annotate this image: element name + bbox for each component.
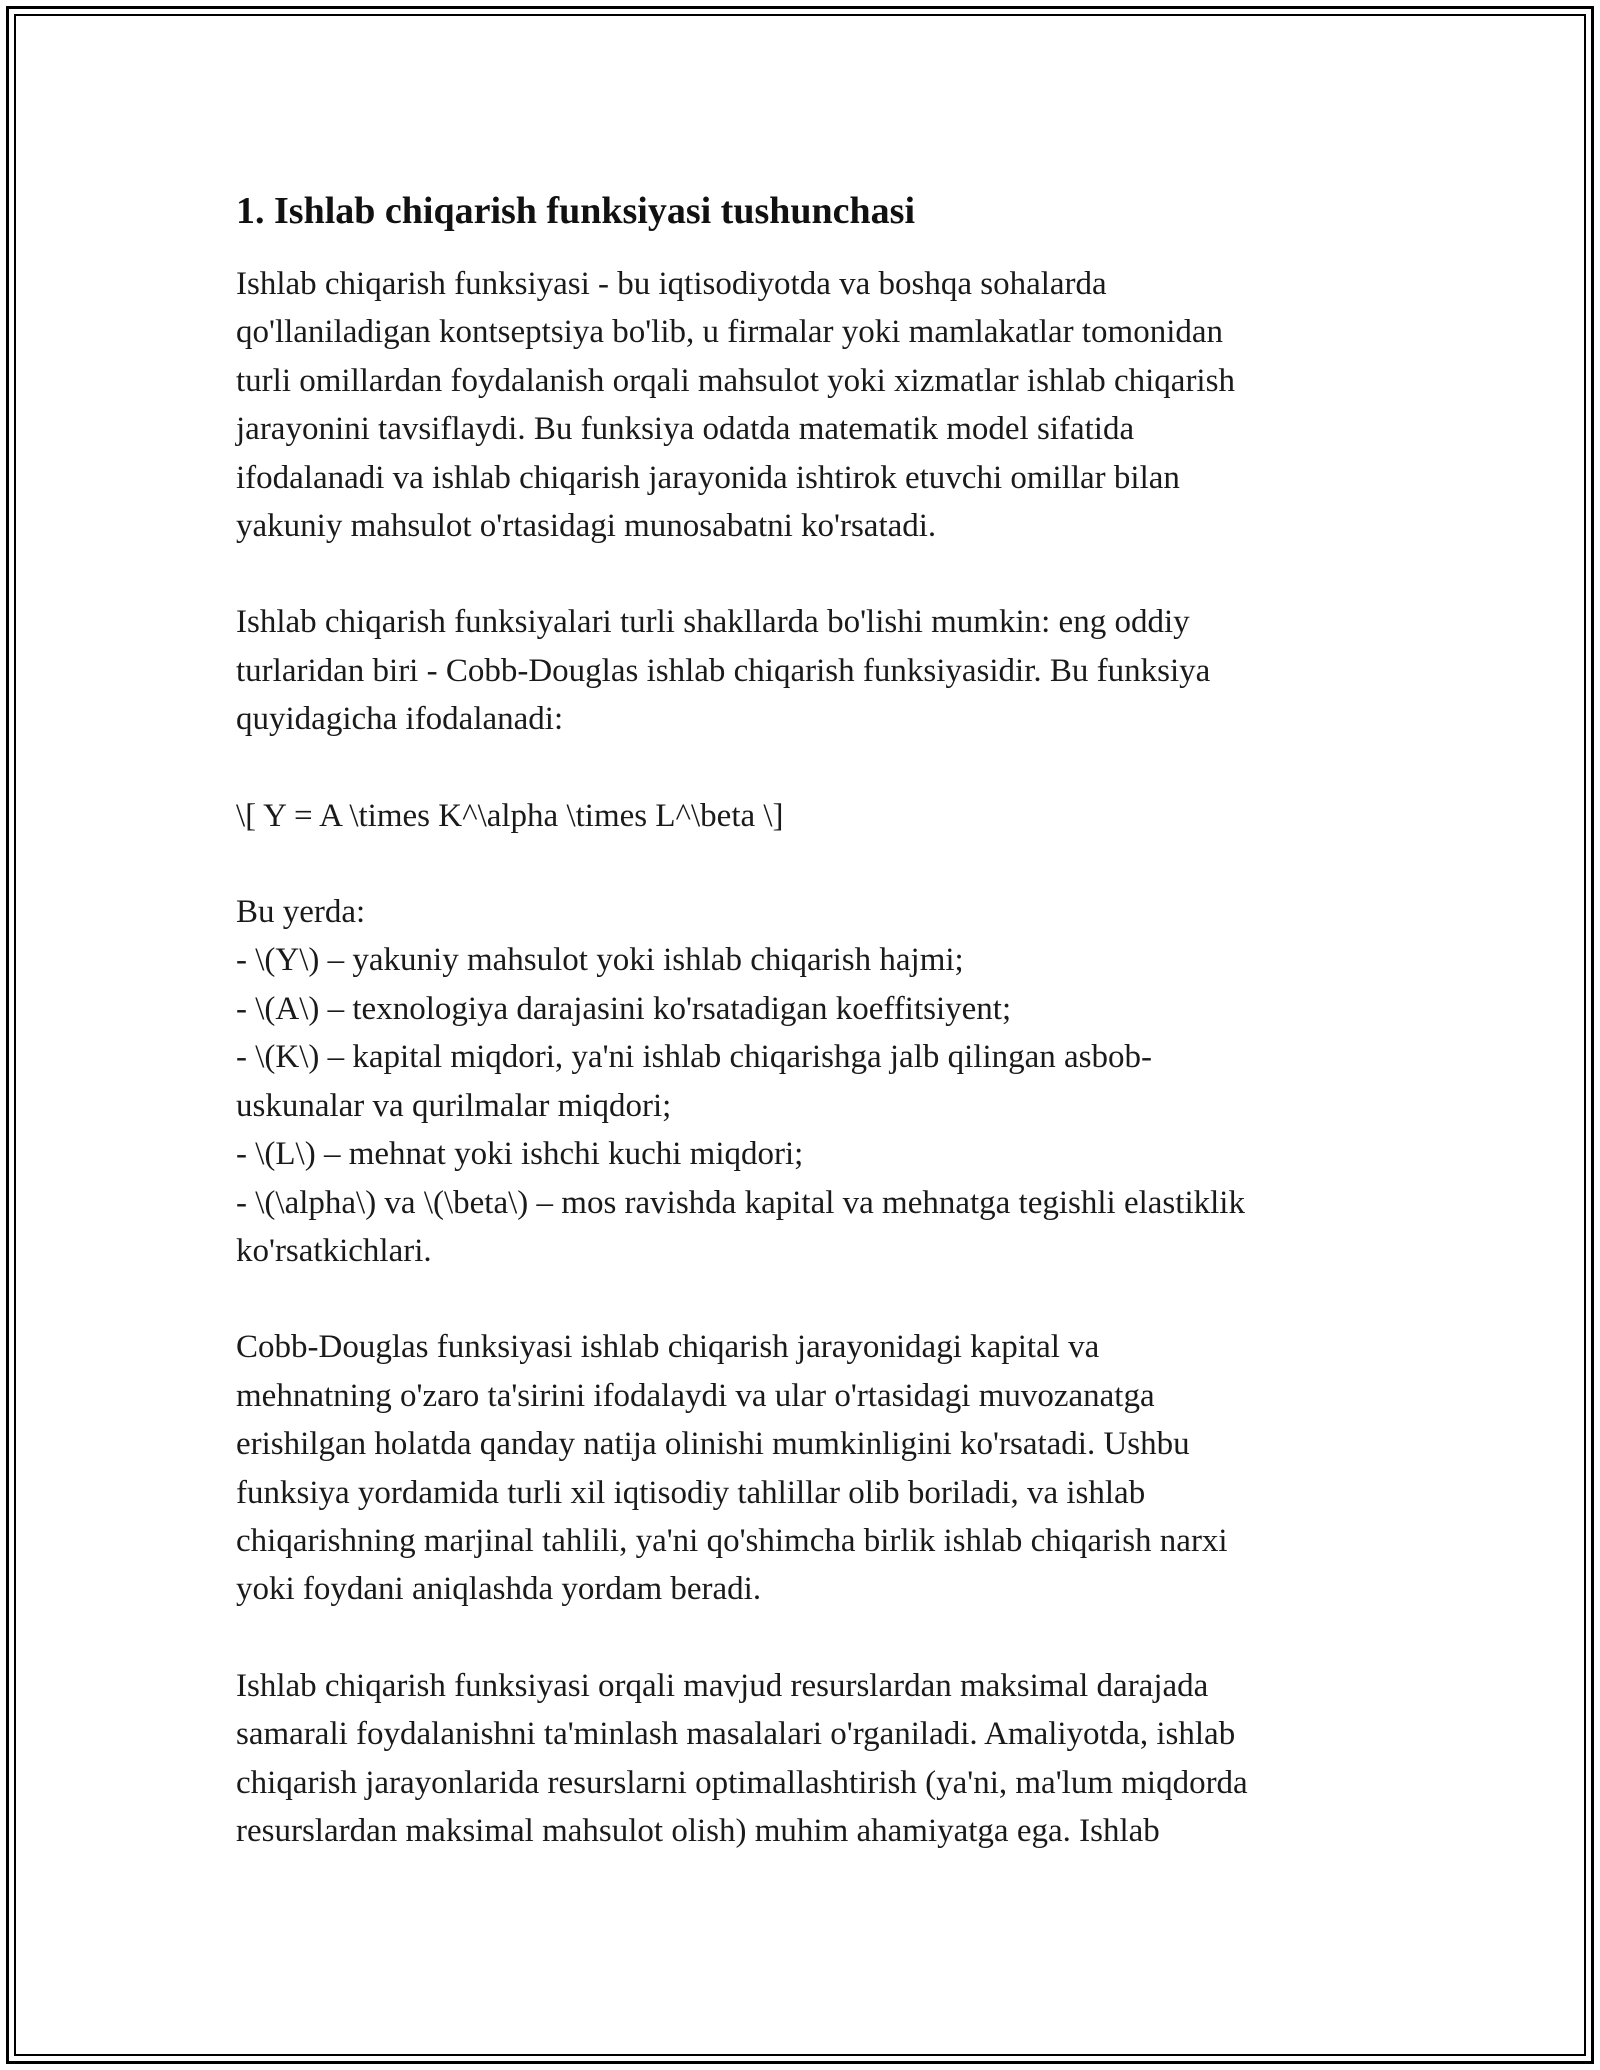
text-line: Cobb-Douglas funksiyasi ishlab chiqarish jarayonidagi kapital va: [236, 1329, 1100, 1366]
text-line: ifodalanadi va ishlab chiqarish jarayonida ishtirok etuvchi omillar bilan: [236, 459, 1180, 496]
text-line: mehnatning o'zaro ta'sirini ifodalaydi va ular o'rtasidagi muvozanatga: [236, 1377, 1155, 1414]
text-line: resurslardan maksimal mahsulot olish) muhim ahamiyatga ega. Ishlab: [236, 1812, 1160, 1849]
text-line: jarayonini tavsiflaydi. Bu funksiya odatda matematik model sifatida: [236, 411, 1135, 448]
definition-item: - \(A\) – texnologiya darajasini ko'rsatadigan koeffitsiyent;: [236, 990, 1012, 1027]
text-line: chiqarish jarayonlarida resurslarni optimallashtirish (ya'ni, ma'lum miqdorda: [236, 1764, 1248, 1801]
definitions-intro: Bu yerda:: [236, 894, 366, 931]
document-body: [236, 184, 1376, 1903]
text-line: Ishlab chiqarish funksiyasi - bu iqtisodiyotda va boshqa sohalarda: [236, 266, 1107, 302]
definitions-list: [236, 888, 1376, 1275]
definition-item: - \(L\) – mehnat yoki ishchi kuchi miqdori;: [236, 1136, 804, 1173]
definition-item: uskunalar va qurilmalar miqdori;: [236, 1087, 672, 1124]
text-line: Ishlab chiqarish funksiyalari turli shakllarda bo'lishi mumkin: eng oddiy: [236, 604, 1190, 641]
definition-item: ko'rsatkichlari.: [236, 1232, 432, 1269]
section-heading: 1. Ishlab chiqarish funksiyasi tushunchasi: [236, 190, 916, 232]
text-line: turli omillardan foydalanish orqali mahsulot yoki xizmatlar ishlab chiqarish: [236, 362, 1235, 399]
text-line: samarali foydalanishni ta'minlash masalalari o'rganiladi. Amaliyotda, ishlab: [236, 1716, 1236, 1753]
text-line: qo'llaniladigan kontseptsiya bo'lib, u firmalar yoki mamlakatlar tomonidan: [236, 314, 1224, 351]
definition-item: - \(Y\) – yakuniy mahsulot yoki ishlab chiqarish hajmi;: [236, 942, 964, 979]
paragraph-cobb-douglas: [236, 1323, 1376, 1613]
formula-line: \[ Y = A \times K^\alpha \times L^\beta \]: [236, 797, 784, 834]
text-line: Ishlab chiqarish funksiyasi orqali mavjud resurslardan maksimal darajada: [236, 1667, 1209, 1704]
text-line: turlaridan biri - Cobb-Douglas ishlab chiqarish funksiyasidir. Bu funksiya: [236, 652, 1211, 689]
paragraph-definition: [236, 260, 1376, 550]
paragraph-optimization: [236, 1662, 1376, 1856]
text-line: yoki foydani aniqlashda yordam beradi.: [236, 1571, 762, 1608]
text-line: chiqarishning marjinal tahlili, ya'ni qo'shimcha birlik ishlab chiqarish narxi: [236, 1522, 1228, 1559]
text-line: erishilgan holatda qanday natija olinishi mumkinligini ko'rsatadi. Ushbu: [236, 1426, 1190, 1463]
text-line: funksiya yordamida turli xil iqtisodiy tahlillar olib boriladi, va ishlab: [236, 1474, 1146, 1511]
definition-item: - \(\alpha\) va \(\beta\) – mos ravishda kapital va mehnatga tegishli elastiklik: [236, 1184, 1245, 1221]
text-line: quyidagicha ifodalanadi:: [236, 701, 564, 738]
text-line: yakuniy mahsulot o'rtasidagi munosabatni ko'rsatadi.: [236, 508, 937, 545]
definition-item: - \(K\) – kapital miqdori, ya'ni ishlab chiqarishga jalb qilingan asbob-: [236, 1039, 1152, 1076]
paragraph-forms: [236, 598, 1376, 743]
